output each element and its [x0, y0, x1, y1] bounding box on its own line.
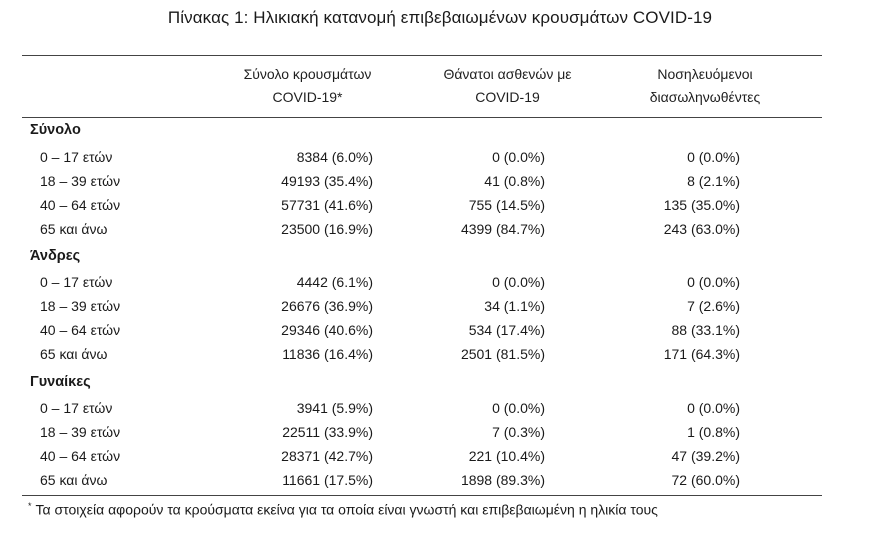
- header-deaths: [430, 63, 585, 109]
- table-row: [0, 400, 880, 424]
- intubated-cell: 135 (35.0%): [663, 197, 740, 213]
- table-row: [0, 472, 880, 496]
- age-cell: 65 και άνω: [40, 472, 108, 488]
- table-row: [0, 448, 880, 472]
- deaths-cell: 0 (0.0%): [492, 274, 545, 290]
- deaths-cell: 4399 (84.7%): [460, 221, 545, 237]
- intubated-cell: 171 (64.3%): [663, 346, 740, 362]
- table-row: [0, 197, 880, 221]
- footnote-mark: *: [28, 501, 32, 511]
- intubated-cell: 7 (2.6%): [687, 298, 740, 314]
- header-intubated: [620, 63, 790, 109]
- footnote: [28, 501, 658, 518]
- deaths-cell: 1898 (89.3%): [460, 472, 545, 488]
- intubated-cell: 243 (63.0%): [663, 221, 740, 237]
- cases-cell: 22511 (33.9%): [282, 424, 373, 440]
- deaths-cell: 7 (0.3%): [492, 424, 545, 440]
- age-cell: 0 – 17 ετών: [40, 400, 113, 416]
- age-cell: 65 και άνω: [40, 221, 108, 237]
- intubated-cell: 0 (0.0%): [687, 400, 740, 416]
- bottom-rule: [22, 495, 822, 496]
- age-cell: 18 – 39 ετών: [40, 424, 121, 440]
- cases-cell: 3941 (5.9%): [296, 400, 373, 416]
- header-total-cases-line1: Σύνολο κρουσμάτων: [243, 66, 372, 82]
- cases-cell: 28371 (42.7%): [281, 448, 373, 464]
- intubated-cell: 1 (0.8%): [687, 424, 740, 440]
- table-row: [0, 221, 880, 245]
- table-row: [0, 346, 880, 370]
- cases-cell: 11836 (16.4%): [282, 346, 373, 362]
- deaths-cell: 755 (14.5%): [468, 197, 545, 213]
- intubated-cell: 0 (0.0%): [687, 274, 740, 290]
- age-cell: 0 – 17 ετών: [40, 149, 113, 165]
- deaths-cell: 2501 (81.5%): [460, 346, 545, 362]
- intubated-cell: 8 (2.1%): [687, 173, 740, 189]
- table-row: [0, 274, 880, 298]
- age-cell: 0 – 17 ετών: [40, 274, 113, 290]
- header-deaths-line2: COVID-19: [475, 89, 540, 105]
- header-total-cases: [220, 63, 395, 109]
- header-intubated-line1: Νοσηλευόμενοι: [657, 66, 753, 82]
- intubated-cell: 0 (0.0%): [687, 149, 740, 165]
- cases-cell: 29346 (40.6%): [281, 322, 373, 338]
- cases-cell: 4442 (6.1%): [296, 274, 373, 290]
- footnote-text: Τα στοιχεία αφορούν τα κρούσματα εκείνα για τα οποία είναι γνωστή και επιβεβαιωμένη η ηλικία τους: [35, 501, 658, 518]
- group-title: Σύνολο: [30, 122, 81, 138]
- table-row: [0, 322, 880, 346]
- intubated-cell: 88 (33.1%): [671, 322, 740, 338]
- header-total-cases-line2: COVID-19*: [272, 89, 343, 105]
- header-deaths-line1: Θάνατοι ασθενών με: [443, 66, 572, 82]
- table-row: [0, 149, 880, 173]
- age-cell: 40 – 64 ετών: [40, 448, 121, 464]
- cases-cell: 11661 (17.5%): [282, 472, 373, 488]
- cases-cell: 23500 (16.9%): [281, 221, 373, 237]
- cases-cell: 26676 (36.9%): [281, 298, 373, 314]
- age-cell: 40 – 64 ετών: [40, 197, 121, 213]
- deaths-cell: 0 (0.0%): [492, 400, 545, 416]
- header-intubated-line2: διασωληνωθέντες: [649, 89, 761, 105]
- group-title: Άνδρες: [30, 248, 81, 264]
- age-cell: 40 – 64 ετών: [40, 322, 121, 338]
- deaths-cell: 0 (0.0%): [492, 149, 545, 165]
- deaths-cell: 34 (1.1%): [484, 298, 545, 314]
- table-row: [0, 424, 880, 448]
- age-cell: 65 και άνω: [40, 346, 108, 362]
- header-rule: [22, 117, 822, 118]
- cases-cell: 49193 (35.4%): [281, 173, 373, 189]
- age-cell: 18 – 39 ετών: [40, 298, 121, 314]
- table-row: [0, 173, 880, 197]
- age-cell: 18 – 39 ετών: [40, 173, 121, 189]
- deaths-cell: 41 (0.8%): [484, 173, 545, 189]
- table-row: [0, 298, 880, 322]
- table-title: Πίνακας 1: Ηλικιακή κατανομή επιβεβαιωμένων κρουσμάτων COVID-19: [167, 8, 713, 27]
- deaths-cell: 534 (17.4%): [468, 322, 545, 338]
- group-title: Γυναίκες: [30, 374, 91, 390]
- top-rule: [22, 55, 822, 56]
- deaths-cell: 221 (10.4%): [468, 448, 545, 464]
- intubated-cell: 72 (60.0%): [671, 472, 740, 488]
- cases-cell: 57731 (41.6%): [281, 197, 373, 213]
- cases-cell: 8384 (6.0%): [296, 149, 373, 165]
- intubated-cell: 47 (39.2%): [671, 448, 740, 464]
